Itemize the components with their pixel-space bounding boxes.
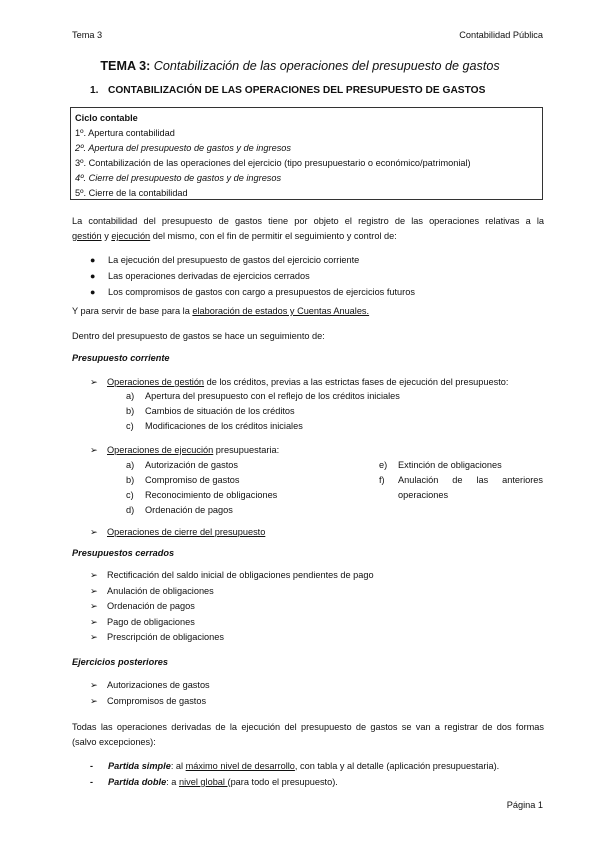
ejecucion-list-left <box>126 458 277 518</box>
arrow-icon: ➢ <box>90 527 98 537</box>
list-item: ● Las operaciones derivadas de ejercicios cerrados <box>90 268 415 284</box>
later-heading-text: Ejercicios posteriores <box>72 657 169 667</box>
list-item: f) Anulación de las anteriores <box>379 475 543 485</box>
gestion-rest: de los créditos, previas a las estrictas fases de ejecución del presupuesto: <box>204 377 509 387</box>
bullet-icon: ● <box>90 287 96 297</box>
arrow-icon: ➢ <box>90 601 98 611</box>
cierre-link: Operaciones de cierre del presupuesto <box>107 527 266 537</box>
bullet-icon: ● <box>90 271 96 281</box>
list-item: ➢ Ordenación de pagos <box>90 599 374 615</box>
gestion-list <box>126 389 400 434</box>
arrow-icon: ➢ <box>90 570 98 580</box>
closed-list <box>90 568 374 646</box>
list-item: c) Reconocimiento de obligaciones <box>126 490 278 500</box>
entries-list <box>90 758 499 790</box>
basis-paragraph <box>72 304 544 319</box>
basis-link: elaboración de estados y Cuentas Anuales. <box>192 306 370 316</box>
forms-line: Todas las operaciones derivadas de la ejecución del presupuesto de gastos se van a registrar de dos formas <box>72 722 544 732</box>
cycle-item: 5º. Cierre de la contabilidad <box>75 188 188 198</box>
ejecucion-block <box>90 442 279 458</box>
dash-icon: - <box>90 761 93 771</box>
intro-rest: del mismo, con el fin de permitir el seguimiento y control de: <box>150 231 397 241</box>
gestion-block <box>90 374 508 390</box>
ejecucion-rest: presupuestaria: <box>213 445 280 455</box>
gestion-link: Operaciones de gestión <box>107 377 205 387</box>
current-heading-text: Presupuesto corriente <box>72 353 170 363</box>
header-left: Tema 3 <box>72 30 103 40</box>
header-right: Contabilidad Pública <box>459 30 543 40</box>
arrow-icon: ➢ <box>90 445 98 455</box>
forms-line: (salvo excepciones): <box>72 737 156 747</box>
list-item: e) Extinción de obligaciones <box>379 460 502 470</box>
intro-ejecucion: ejecución <box>111 231 151 241</box>
list-item: ➢ Pago de obligaciones <box>90 615 374 631</box>
list-item: - Partida doble: a nivel global (para todo el presupuesto). <box>90 774 499 790</box>
list-item: ➢ Autorizaciones de gastos <box>90 677 210 693</box>
intro-line <box>72 229 544 244</box>
current-heading <box>72 351 544 366</box>
list-item: a) Autorización de gastos <box>126 460 238 470</box>
cycle-item: 2º. Apertura del presupuesto de gastos y de ingresos <box>75 143 291 153</box>
purpose-list <box>90 252 415 300</box>
title-prefix: TEMA 3: <box>100 59 151 73</box>
within-text: Dentro del presupuesto de gastos se hace un seguimiento de: <box>72 331 325 341</box>
arrow-icon: ➢ <box>90 616 98 627</box>
closed-heading <box>72 546 544 561</box>
list-item: b) Cambios de situación de los créditos <box>126 406 295 416</box>
cycle-item: 3º. Contabilización de las operaciones del ejercicio (tipo presupuestario o económico/patrimonial) <box>75 158 471 168</box>
later-list <box>90 677 210 709</box>
section-number: 1. <box>90 85 99 96</box>
intro-paragraph <box>72 214 544 244</box>
ejecucion-list-right <box>379 458 543 503</box>
within-paragraph <box>72 329 544 344</box>
intro-line: La contabilidad del presupuesto de gastos tiene por objeto el registro de las operaciones relativas a la <box>72 216 544 226</box>
arrow-icon: ➢ <box>90 632 98 642</box>
list-item: c) Modificaciones de los créditos iniciales <box>126 421 303 431</box>
list-item: ➢ Compromisos de gastos <box>90 693 210 709</box>
list-item: - Partida simple: al máximo nivel de desarrollo, con tabla y al detalle (aplicación presupuestaria). <box>90 758 499 774</box>
list-item: ➢ Rectificación del saldo inicial de obligaciones pendientes de pago <box>90 568 374 584</box>
section-heading <box>90 85 485 98</box>
list-item: ➢ Prescripción de obligaciones <box>90 630 374 646</box>
arrow-icon: ➢ <box>90 585 98 596</box>
basis-text: Y para servir de base para la <box>72 306 193 316</box>
list-item: ● La ejecución del presupuesto de gastos del ejercicio corriente <box>90 252 415 268</box>
page-number: Página 1 <box>506 800 543 810</box>
cycle-heading: Ciclo contable <box>75 113 138 123</box>
cycle-item: 1º. Apertura contabilidad <box>75 128 175 138</box>
forms-paragraph <box>72 720 544 750</box>
list-item: d) Ordenación de pagos <box>126 505 233 515</box>
arrow-icon: ➢ <box>90 696 98 706</box>
intro-gestion: gestión <box>72 231 102 241</box>
arrow-icon: ➢ <box>90 377 98 387</box>
cycle-box <box>70 107 543 200</box>
document-title <box>0 59 600 75</box>
cierre-block <box>90 524 265 540</box>
intro-and: y <box>101 231 112 241</box>
list-item: a) Apertura del presupuesto con el reflejo de los créditos iniciales <box>126 391 400 401</box>
list-item: ● Los compromisos de gastos con cargo a presupuestos de ejercicios futuros <box>90 284 415 300</box>
dash-icon: - <box>90 777 93 787</box>
cycle-item: 4º. Cierre del presupuesto de gastos y de ingresos <box>75 173 282 183</box>
section-title: CONTABILIZACIÓN DE LAS OPERACIONES DEL PRESUPUESTO DE GASTOS <box>108 85 486 96</box>
later-heading <box>72 655 544 670</box>
ejecucion-link: Operaciones de ejecución <box>107 445 214 455</box>
list-item: b) Compromiso de gastos <box>126 475 240 485</box>
bullet-icon: ● <box>90 255 96 265</box>
list-item-cont: operaciones <box>398 490 449 500</box>
arrow-icon: ➢ <box>90 680 98 690</box>
closed-heading-text: Presupuestos cerrados <box>72 548 175 558</box>
list-item: ➢ Anulación de obligaciones <box>90 584 374 600</box>
title-text: Contabilización de las operaciones del presupuesto de gastos <box>153 59 500 73</box>
